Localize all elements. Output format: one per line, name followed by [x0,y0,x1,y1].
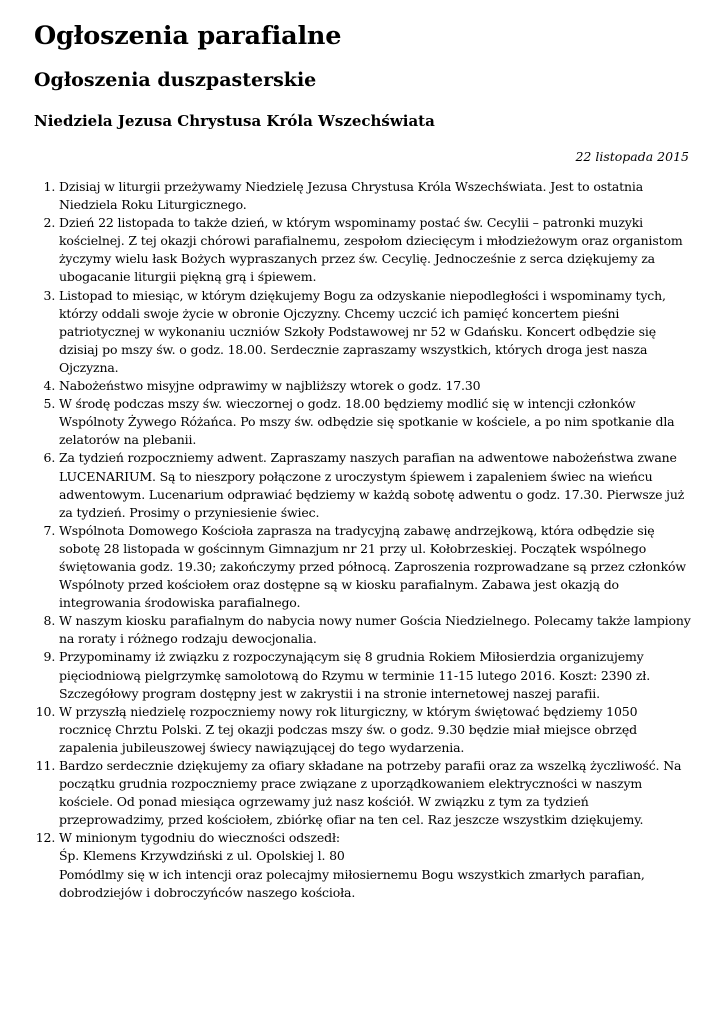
list-item: 7. Wspólnota Domowego Kościoła zaprasza na tradycyjną zabawę andrzejkową, która odbędzie się sobotę 28 listopada w gościnnym Gimnazjum nr 21 przy ul. Kołobrzeskiej. Początek wspólnego świętowania godz. 19.30; zakończymy przed północą. Zaproszenia rozprowadzane są przez członków Wspólnoty przed kościołem oraz dostępne są w kiosku parafialnym. Zabawa jest okazją do integrowania środowiska parafialnego. [59,522,691,612]
list-item: 1. Dzisiaj w liturgii przeżywamy Niedzielę Jezusa Chrystusa Króla Wszechświata. Jest to ostatnia Niedziela Roku Liturgicznego. [59,178,691,214]
list-item: 4. Nabożeństwo misyjne odprawimy w najbliższy wtorek o godz. 17.30 [59,377,691,395]
date: 22 listopada 2015 [575,149,689,164]
page-title: Ogłoszenia parafialne [34,21,342,51]
list-item: 3. Listopad to miesiąc, w którym dziękujemy Bogu za odzyskanie niepodległości i wspominamy tych, którzy oddali swoje życie w obronie Ojczyzny. Chcemy uczcić ich pamięć koncertem pieśni patriotycznej w wykonaniu uczniów Szkoły Podstawowej nr 52 w Gdańsku. Koncert odbędzie się dzisiaj po mszy św. o godz. 18.00. Serdecznie zapraszamy wszystkich, których droga jest nasza Ojczyzna. [59,287,691,377]
list-item: 2. Dzień 22 listopada to także dzień, w którym wspominamy postać św. Cecylii – patronki muzyki kościelnej. Z tej okazji chórowi parafialnemu, zespołom dziecięcym i młodzieżowym oraz organistom życzymy wielu łask Bożych wypraszanych przez św. Cecylię. Jednocześnie z serca dziękujemy za ubogacanie liturgii piękną grą i śpiewem. [59,214,691,286]
list-item-last [59,829,691,901]
last-notice-intro: 12. W minionym tygodniu do wieczności odszedł: [59,830,340,846]
list-item: 8. W naszym kiosku parafialnym do nabycia nowy numer Gościa Niedzielnego. Polecamy także lampiony na roraty i różnego rodzaju dewocjonalia. [59,612,691,648]
last-notice-deceased: Śp. Klemens Krzywdziński z ul. Opolskiej l. 80 [59,848,345,864]
list-item: 11. Bardzo serdecznie dziękujemy za ofiary składane na potrzeby parafii oraz za wszelką życzliwość. Na początku grudnia rozpoczniemy prace związane z uporządkowaniem elektryczności w naszym kościele. Od ponad miesiąca ogrzewamy już nasz kościół. W związku z tym za tydzień przeprowadzimy, przed kościołem, zbiórkę ofiar na ten cel. Raz jeszcze wszystkim dziękujemy. [59,757,691,829]
subtitle: Niedziela Jezusa Chrystusa Króla Wszechświata [34,112,435,130]
last-notice-prayer: Pomódlmy się w ich intencji oraz polecajmy miłosiernemu Bogu wszystkich zmarłych parafian, dobrodziejów i dobroczyńców naszego kościoła. [59,866,645,900]
section-title: Ogłoszenia duszpasterskie [34,69,317,91]
notices-list [34,178,691,902]
list-item: 10. W przyszłą niedzielę rozpoczniemy nowy rok liturgiczny, w którym świętować będziemy 1050 rocznicę Chrztu Polski. Z tej okazji podczas mszy św. o godz. 9.30 będzie miał miejsce obrzęd zapalenia jubileuszowej świecy nawiązującej do tego wydarzenia. [59,703,691,757]
list-item: 5. W środę podczas mszy św. wieczornej o godz. 18.00 będziemy modlić się w intencji członków Wspólnoty Żywego Różańca. Po mszy św. odbędzie się spotkanie w kościele, a po nim spotkanie dla zelatorów na plebanii. [59,395,691,449]
list-item: 9. Przypominamy iż związku z rozpoczynającym się 8 grudnia Rokiem Miłosierdzia organizujemy pięciodniową pielgrzymkę samolotową do Rzymu w terminie 11-15 lutego 2016. Koszt: 2390 zł. Szczegółowy program dostępny jest w zakrystii i na stronie internetowej naszej parafii. [59,648,691,702]
list-item: 6. Za tydzień rozpoczniemy adwent. Zapraszamy naszych parafian na adwentowe nabożeństwa zwane LUCENARIUM. Są to nieszpory połączone z uroczystym śpiewem i zapaleniem świec na wieńcu adwentowym. Lucenarium odprawiać będziemy w każdą sobotę adwentu o godz. 17.30. Pierwsze już za tydzień. Prosimy o przyniesienie świec. [59,449,691,521]
